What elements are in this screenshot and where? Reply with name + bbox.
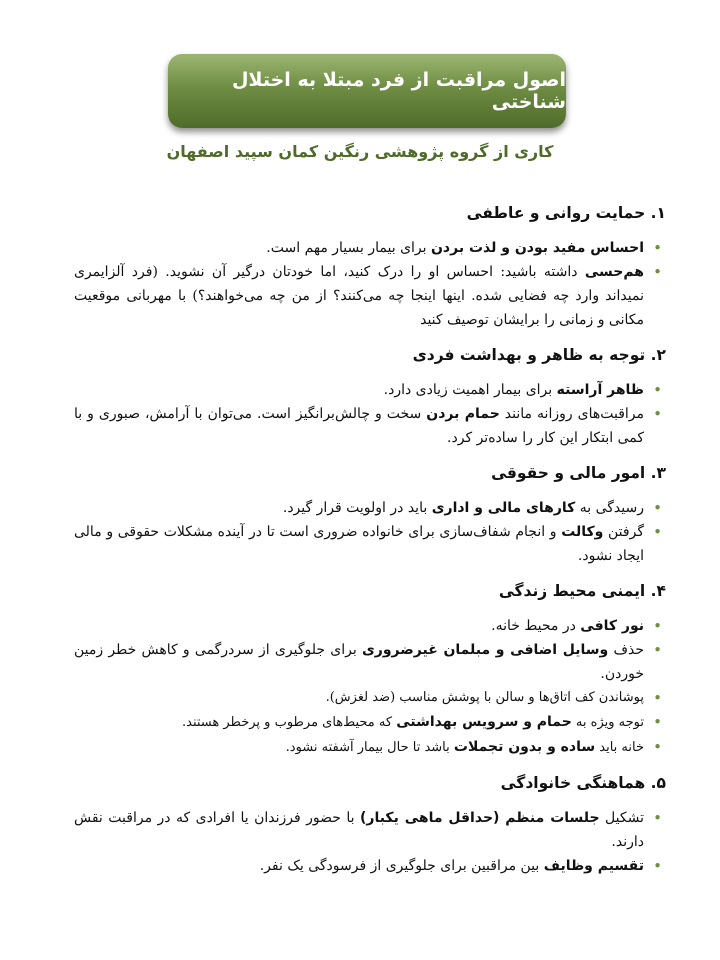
list-item [74, 402, 644, 450]
item-emphasis: تقسیم وظایف [543, 858, 644, 874]
section-1 [74, 200, 666, 332]
section-heading: ۴. ایمنی محیط زندگی [498, 582, 666, 600]
bullet-list [74, 236, 666, 332]
item-text: با حضور فرزندان یا افرادی که در مراقبت نقش دارند. [74, 810, 644, 850]
item-emphasis: نور کافی [580, 618, 644, 634]
list-item [74, 236, 644, 260]
item-text: در محیط خانه. [491, 618, 581, 634]
bullet-list [74, 496, 666, 568]
item-text: برای بیمار بسیار مهم است. [266, 240, 431, 256]
item-text: بین مراقبین برای جلوگیری از فرسودگی یک نفر. [259, 858, 544, 874]
item-text: باشد تا حال بیمار آشفته نشود. [285, 740, 454, 755]
section-5 [74, 770, 666, 878]
item-text: پوشاندن کف اتاق‌ها و سالن با پوشش مناسب (ضد لغزش). [325, 690, 644, 705]
section-heading: ۳. امور مالی و حقوقی [491, 464, 666, 482]
title-banner [168, 54, 566, 128]
list-item [74, 378, 644, 402]
section-heading: ۱. حمایت روانی و عاطفی [466, 204, 666, 222]
list-item [74, 638, 644, 686]
bullet-list [74, 378, 666, 450]
list-item [74, 496, 644, 520]
list-item [74, 686, 644, 710]
item-text: و انجام شفاف‌سازی برای خانواده ضروری است تا در آینده مشکلات حقوقی و مالی ایجاد نشود. [74, 524, 644, 564]
item-text-lead: رسیدگی به [575, 500, 644, 516]
item-emphasis: هم‌حسی [584, 264, 644, 280]
page-subtitle: کاری از گروه پژوهشی رنگین کمان سپید اصفهان [166, 142, 554, 161]
list-item [74, 806, 644, 854]
item-emphasis: وسایل اضافی و مبلمان غیرضروری [361, 642, 609, 658]
item-text-lead: خانه باید [595, 740, 644, 755]
item-text-lead: حذف [608, 642, 645, 658]
section-heading: ۵. هماهنگی خانوادگی [500, 774, 666, 792]
list-item [74, 854, 644, 878]
item-text: داشته باشید: احساس او را درک کنید، اما خودتان درگیر آن نشوید. (فرد آلزایمری نمیداند وارد چه فضایی شده. اینها اینجا چه می‌کنند؟ از من چه می‌خواهند؟) با مهربانی موقعیت مکانی و زمانی را برایشان توصیف کنید [74, 264, 644, 328]
item-text-lead: تشکیل [599, 810, 644, 826]
item-emphasis: ساده و بدون تجملات [453, 739, 596, 755]
section-3 [74, 460, 666, 568]
list-item [74, 520, 644, 568]
item-text: برای بیمار اهمیت زیادی دارد. [383, 382, 557, 398]
item-text: سخت و چالش‌برانگیز است. می‌توان با آرامش، صبوری و با کمی ابتکار این کار را ساده‌تر کرد. [74, 406, 644, 446]
item-emphasis: احساس مفید بودن و لذت بردن [430, 240, 644, 256]
page-title: اصول مراقبت از فرد مبتلا به اختلال شناختی [231, 69, 566, 113]
list-item [74, 614, 644, 638]
list-item [74, 260, 644, 332]
item-text-lead: مراقبت‌های روزانه مانند [499, 406, 644, 422]
bullet-list [74, 806, 666, 878]
item-emphasis: وکالت [561, 524, 604, 540]
list-item [74, 710, 644, 735]
section-2 [74, 342, 666, 450]
item-emphasis: حمام بردن [426, 406, 500, 422]
item-emphasis: حمام و سرویس بهداشتی [396, 714, 572, 730]
item-text: باید در اولویت قرار گیرد. [282, 500, 432, 516]
item-emphasis: کارهای مالی و اداری [431, 500, 576, 516]
item-text-lead: گرفتن [603, 524, 644, 540]
item-emphasis: جلسات منظم (حداقل ماهی یکبار) [360, 810, 600, 826]
list-item [74, 735, 644, 760]
section-heading: ۲. توجه به ظاهر و بهداشت فردی [412, 346, 666, 364]
item-text-lead: توجه ویژه به [571, 715, 644, 730]
item-emphasis: ظاهر آراسته [556, 382, 644, 398]
section-4 [74, 578, 666, 760]
content-body [74, 200, 666, 888]
item-text: که محیط‌های مرطوب و پرخطر هستند. [182, 715, 397, 730]
bullet-list [74, 614, 666, 760]
item-text: برای جلوگیری از سردرگمی و کاهش خطر زمین خوردن. [74, 642, 644, 682]
